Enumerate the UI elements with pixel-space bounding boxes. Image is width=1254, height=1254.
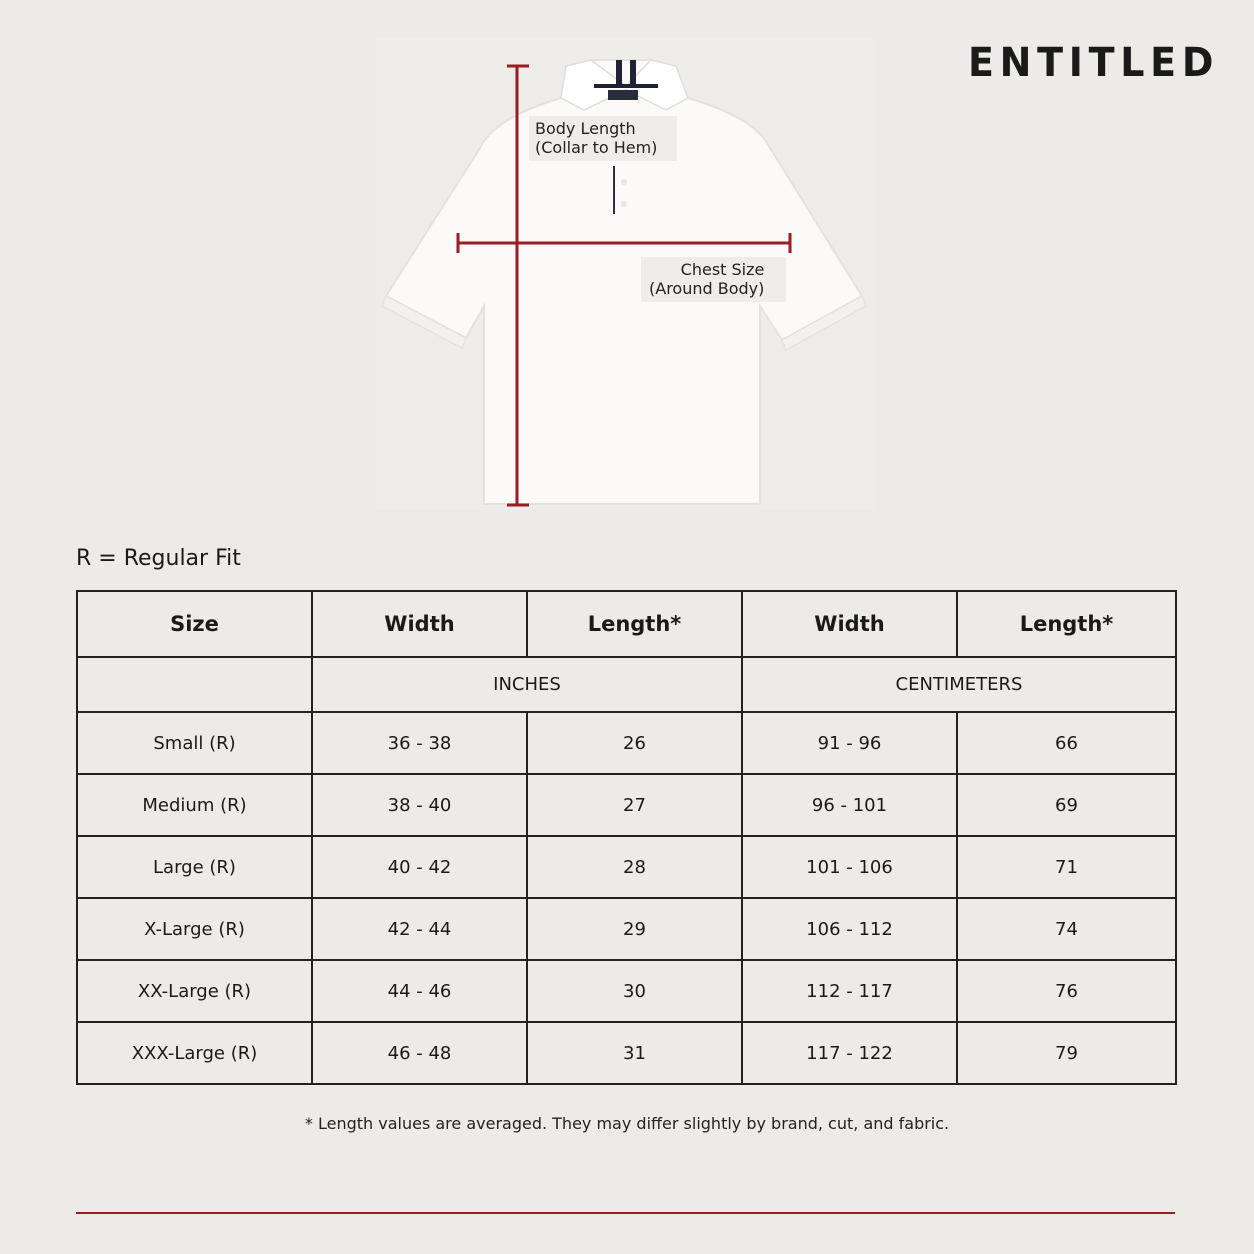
width-in-cell: 44 - 46 [312,960,527,1022]
size-cell: X-Large (R) [77,898,312,960]
header-size: Size [77,591,312,657]
header-width-in: Width [312,591,527,657]
width-cm-cell: 96 - 101 [742,774,957,836]
width-cm-cell: 101 - 106 [742,836,957,898]
width-in-cell: 36 - 38 [312,712,527,774]
chest-size-title: Chest Size [680,260,765,279]
width-in-cell: 40 - 42 [312,836,527,898]
length-cm-cell: 74 [957,898,1176,960]
units-blank-cell [77,657,312,712]
header-width-cm: Width [742,591,957,657]
length-in-cell: 26 [527,712,742,774]
brand-logo: ENTITLED [968,40,1220,86]
length-cm-cell: 71 [957,836,1176,898]
header-length-cm: Length* [957,591,1176,657]
size-cell: Small (R) [77,712,312,774]
units-centimeters: CENTIMETERS [742,657,1176,712]
length-in-cell: 30 [527,960,742,1022]
length-cm-cell: 66 [957,712,1176,774]
width-in-cell: 38 - 40 [312,774,527,836]
length-in-cell: 27 [527,774,742,836]
width-cm-cell: 112 - 117 [742,960,957,1022]
table-header-row [77,591,1176,657]
polo-shirt-illustration [376,38,876,510]
body-length-title: Body Length [535,119,636,138]
size-chart-table [76,590,1177,1085]
table-row [77,898,1176,960]
bottom-divider [76,1212,1175,1214]
chest-size-label [641,257,786,302]
size-cell: XX-Large (R) [77,960,312,1022]
size-cell: Medium (R) [77,774,312,836]
table-row [77,774,1176,836]
width-cm-cell: 106 - 112 [742,898,957,960]
body-length-subtitle: (Collar to Hem) [535,138,658,157]
size-cell: Large (R) [77,836,312,898]
size-cell: XXX-Large (R) [77,1022,312,1084]
table-row [77,960,1176,1022]
chest-size-subtitle: (Around Body) [649,279,765,298]
width-in-cell: 46 - 48 [312,1022,527,1084]
fit-legend: R = Regular Fit [76,546,241,571]
header-length-in: Length* [527,591,742,657]
width-in-cell: 42 - 44 [312,898,527,960]
length-cm-cell: 76 [957,960,1176,1022]
shirt-diagram [376,38,876,510]
width-cm-cell: 117 - 122 [742,1022,957,1084]
units-inches: INCHES [312,657,742,712]
length-cm-cell: 79 [957,1022,1176,1084]
length-footnote: * Length values are averaged. They may differ slightly by brand, cut, and fabric. [304,1114,950,1133]
units-row [77,657,1176,712]
length-in-cell: 31 [527,1022,742,1084]
length-cm-cell: 69 [957,774,1176,836]
table-row [77,1022,1176,1084]
body-length-label [529,116,677,161]
table-row [77,836,1176,898]
length-in-cell: 29 [527,898,742,960]
length-in-cell: 28 [527,836,742,898]
table-row [77,712,1176,774]
width-cm-cell: 91 - 96 [742,712,957,774]
